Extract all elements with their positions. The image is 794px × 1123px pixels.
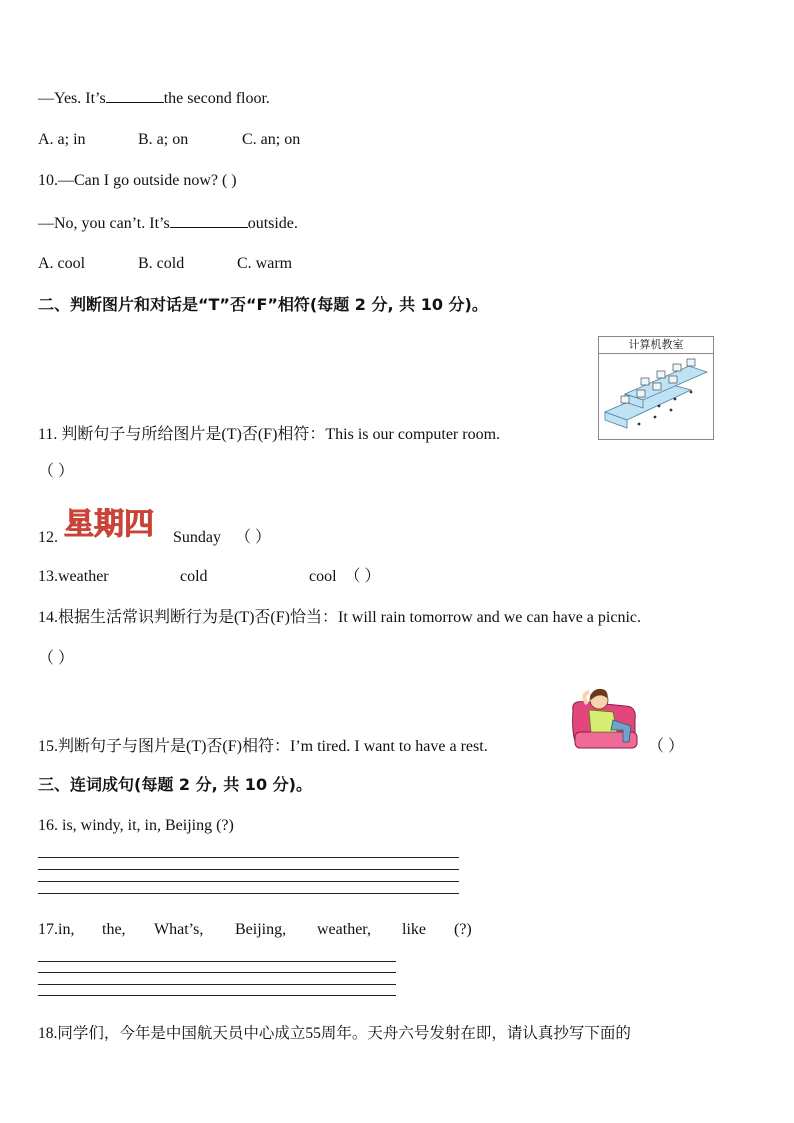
q13-word-2: cold [180,568,208,585]
q17-writing-line-2[interactable] [38,972,396,973]
q14-answer-paren[interactable]: （ ） [38,650,75,667]
q17-writing-line-3[interactable] [38,984,396,985]
q10-answer-suffix: outside. [247,215,298,232]
q17-word-4: Beijing, [235,921,287,938]
q13-line [38,567,381,587]
q17-writing-line-1[interactable] [38,961,396,962]
q10-answer-prefix: —No, you can’t. It’s [38,215,170,232]
q16-writing-line-4[interactable] [38,893,459,894]
q17-word-7: (?) [454,921,472,938]
q9-option-b[interactable]: B. a; on [138,131,189,148]
section2-title: 二、判断图片和对话是“T”否“F”相符(每题 2 分, 共 10 分)。 [38,295,488,314]
q10-option-c[interactable]: C. warm [237,255,293,272]
q9-answer-suffix: the second floor. [163,90,270,107]
q16-writing-line-3[interactable] [38,881,459,882]
thursday-image [60,498,168,544]
thursday-image-text: 星期四 [64,507,154,542]
q9-option-a[interactable]: A. a; in [38,131,86,148]
q12-word: Sunday [173,529,221,546]
q13-word-3: cool [309,568,337,585]
q9-option-c[interactable]: C. an; on [242,131,301,148]
q9-answer-line [38,88,270,109]
q11-text: 11. 判断句子与所给图片是(T)否(F)相符：This is our computer room. [38,426,501,443]
q10-answer-blank[interactable] [170,213,248,228]
q17-word-2: the, [102,921,126,938]
q18-text: 18.同学们，今年是中国航天员中心成立55周年。天舟六号发射在即，请认真抄写下面的 [38,1025,631,1042]
tired-boy-image [565,680,645,752]
q16-writing-line-2[interactable] [38,869,459,870]
q9-answer-blank[interactable] [106,88,164,103]
q15-text: 15.判断句子与图片是(T)否(F)相符：I’m tired. I want to have a rest. [38,738,488,755]
q17-word-5: weather, [317,921,371,938]
q15-answer-paren[interactable]: （ ） [648,738,685,755]
q10-options [38,254,292,274]
computer-room-image [598,336,714,440]
q16-writing-line-1[interactable] [38,857,459,858]
q10-answer-line [38,213,298,234]
q10-option-a[interactable]: A. cool [38,255,86,272]
q17-line [38,920,472,940]
q12-number: 12. [38,529,58,546]
q17-writing-line-4[interactable] [38,995,396,996]
q12-answer-paren[interactable]: （ ） [235,529,272,546]
q17-word-6: like [402,921,426,938]
q16-text: 16. is, windy, it, in, Beijing (?) [38,817,234,834]
computer-room-caption: 计算机教室 [599,337,713,354]
q14-text: 14.根据生活常识判断行为是(T)否(F)恰当：It will rain tomorrow and we can have a picnic. [38,609,641,626]
tired-boy-drawing [565,680,645,752]
thursday-drawing [60,498,168,544]
section3-title: 三、连词成句(每题 2 分, 共 10 分)。 [38,775,312,794]
q10-question: 10.—Can I go outside now? ( ) [38,172,237,189]
q11-answer-paren[interactable]: （ ） [38,463,75,480]
q10-option-b[interactable]: B. cold [138,255,185,272]
q9-options [38,130,300,150]
q13-answer-paren[interactable]: （ ） [344,568,381,585]
q9-answer-prefix: —Yes. It’s [38,90,106,107]
computer-room-drawing [599,354,713,439]
q13-word-1: 13.weather [38,568,109,585]
q17-word-1: 17.in, [38,921,75,938]
q12-word-line [173,528,271,548]
q17-word-3: What’s, [154,921,204,938]
